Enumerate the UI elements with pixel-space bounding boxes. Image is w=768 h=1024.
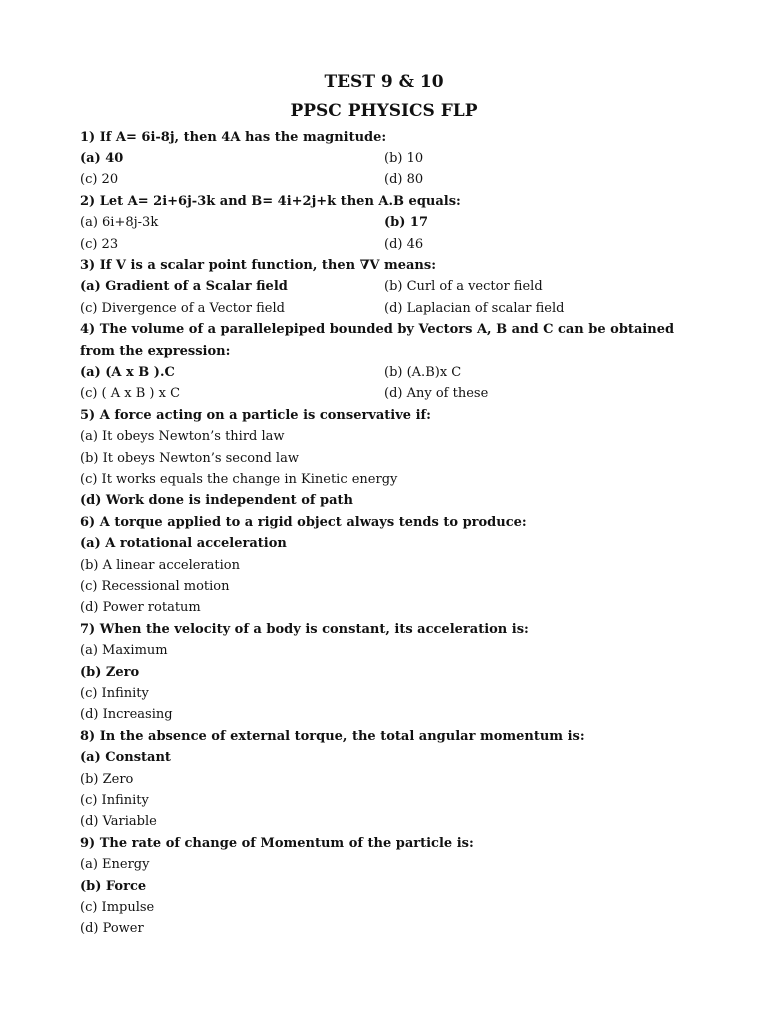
options-row — [80, 169, 740, 190]
question-6-text: 6) A torque applied to a rigid object always tends to produce: — [80, 514, 527, 530]
option-row — [80, 533, 740, 554]
option-d: (d) 46 — [384, 236, 424, 252]
option-a: (a) It obeys Newton’s third law — [80, 429, 285, 445]
option-d: (d) Any of these — [384, 386, 489, 402]
option-b: (b) It obeys Newton’s second law — [80, 450, 299, 466]
option-row — [80, 662, 740, 683]
question-4-text: 4) The volume of a parallelepiped bounded by Vectors A, B and C can be obtained — [80, 322, 675, 338]
option-d: (d) Laplacian of scalar field — [384, 300, 565, 316]
option-a: (a) A rotational acceleration — [80, 536, 287, 552]
option-c: (c) ( A x B ) x C — [80, 386, 181, 402]
question-4-text: from the expression: — [80, 343, 231, 359]
question-7-text: 7) When the velocity of a body is constant, its acceleration is: — [80, 621, 529, 637]
option-row — [80, 704, 740, 725]
option-a: (a) 6i+8j-3k — [80, 215, 159, 231]
options-row — [80, 383, 740, 404]
option-c: (c) Infinity — [80, 685, 149, 701]
option-b: (b) Zero — [80, 771, 134, 787]
option-a: (a) Energy — [80, 857, 150, 873]
option-row — [80, 448, 740, 469]
option-d: (d) Work done is independent of path — [80, 493, 353, 509]
option-b: (b) Force — [80, 878, 147, 894]
question-5-text: 5) A force acting on a particle is conservative if: — [80, 407, 431, 423]
test-title: TEST 9 & 10 — [324, 72, 444, 92]
question-1-text: 1) If A= 6i-8j, then 4A has the magnitude: — [80, 129, 387, 145]
question-3-text: 3) If V is a scalar point function, then ∇V means: — [80, 257, 436, 273]
option-c: (c) Infinity — [80, 792, 149, 808]
option-b: (b) (A.B)x C — [384, 364, 462, 380]
option-a: (a) Constant — [80, 750, 171, 766]
option-a: (a) (A x B ).C — [80, 364, 175, 380]
options-row — [80, 298, 740, 319]
option-row — [80, 811, 740, 832]
question-9-text: 9) The rate of change of Momentum of the particle is: — [80, 835, 474, 851]
option-b: (b) 17 — [384, 215, 429, 231]
option-row — [80, 576, 740, 597]
option-a: (a) Gradient of a Scalar field — [80, 279, 288, 295]
option-row — [80, 683, 740, 704]
option-d: (d) 80 — [384, 172, 424, 188]
option-row — [80, 426, 740, 447]
option-row — [80, 854, 740, 875]
option-b: (b) Zero — [80, 664, 140, 680]
option-row — [80, 597, 740, 618]
question-8-text: 8) In the absence of external torque, the total angular momentum is: — [80, 728, 585, 744]
options-row — [80, 362, 740, 383]
exam-title: PPSC PHYSICS FLP — [290, 101, 478, 121]
option-row — [80, 747, 740, 768]
option-row — [80, 469, 740, 490]
option-row — [80, 876, 740, 897]
option-row — [80, 918, 740, 939]
options-row — [80, 276, 740, 297]
option-c: (c) 20 — [80, 172, 119, 188]
option-row — [80, 490, 740, 511]
option-c: (c) 23 — [80, 236, 119, 252]
option-c: (c) Impulse — [80, 899, 155, 915]
option-c: (c) It works equals the change in Kinetic energy — [80, 471, 398, 487]
option-a: (a) Maximum — [80, 643, 168, 659]
option-c: (c) Recessional motion — [80, 578, 230, 594]
option-row — [80, 790, 740, 811]
option-d: (d) Power rotatum — [80, 600, 201, 616]
question-2-text: 2) Let A= 2i+6j-3k and B= 4i+2j+k then A.B equals: — [80, 193, 461, 209]
option-row — [80, 897, 740, 918]
options-row — [80, 234, 740, 255]
options-row — [80, 212, 740, 233]
option-row — [80, 640, 740, 661]
option-a: (a) 40 — [80, 150, 124, 166]
option-row — [80, 555, 740, 576]
option-row — [80, 769, 740, 790]
option-b: (b) 10 — [384, 150, 424, 166]
option-d: (d) Power — [80, 921, 144, 937]
option-c: (c) Divergence of a Vector field — [80, 300, 285, 316]
option-d: (d) Variable — [80, 814, 157, 830]
option-b: (b) Curl of a vector field — [384, 279, 543, 295]
options-row — [80, 148, 740, 169]
option-d: (d) Increasing — [80, 707, 173, 723]
option-b: (b) A linear acceleration — [80, 557, 240, 573]
